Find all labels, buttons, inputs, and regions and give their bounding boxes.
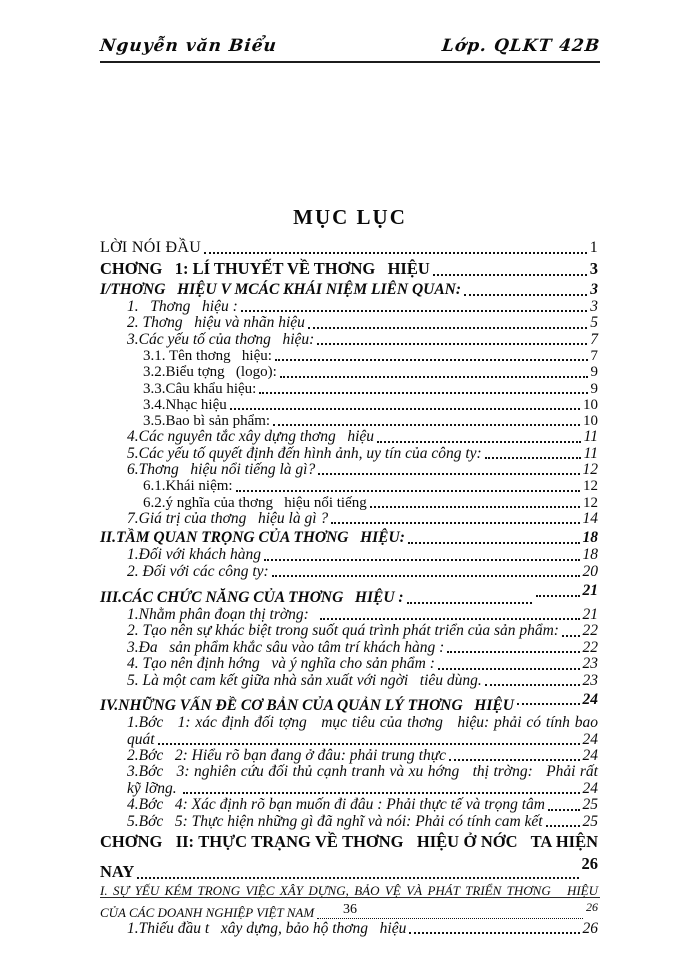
page-number: 21 — [582, 606, 598, 624]
page-number: 18 — [582, 546, 598, 564]
toc-entry — [100, 238, 598, 257]
page-title: MỤC LỤC — [293, 205, 407, 229]
toc-entry-text: 1.Thiếu đầu t xây dựng, bảo hộ thơng hiệu — [127, 919, 407, 937]
toc-entry-text: CHƠNG 1: LÍ THUYẾT VỀ THƠNG HIỆU — [100, 259, 430, 278]
toc-entry-text: 2.Bớc 2: Hiểu rõ bạn đang ở đâu: phải trung thực — [127, 746, 447, 764]
dot-leader — [230, 408, 580, 410]
toc-entry-text: 1.Bớc 1: xác định đối tợng mục tiêu của thơng hiệu: phải có tính bao — [127, 714, 598, 732]
toc-entry — [100, 299, 598, 315]
page-number: 3 — [589, 259, 598, 278]
dot-leader — [273, 424, 580, 426]
toc-entry-text: IV.NHỮNG VẤN ĐỀ CƠ BẢN CỦA QUẢN LÝ THƠNG HIỆU — [100, 697, 514, 715]
toc-entry — [100, 732, 598, 748]
toc — [100, 238, 598, 937]
toc-entry-text: 3.2.Biểu tợng (logo): — [143, 364, 277, 381]
dot-leader — [280, 376, 588, 378]
page-number: 23 — [582, 671, 598, 689]
toc-entry-text: 1.Nhằm phân đoạn thị trờng: — [127, 606, 317, 624]
toc-entry — [100, 511, 598, 527]
toc-entry — [100, 715, 598, 731]
toc-entry — [100, 748, 598, 764]
toc-entry — [100, 691, 598, 715]
dot-leader — [137, 877, 578, 879]
toc-entry — [100, 607, 598, 623]
dot-leader — [275, 359, 588, 361]
toc-entry — [100, 529, 598, 547]
page-number: 12 — [582, 461, 598, 479]
page-header — [100, 36, 600, 63]
toc-entry-text: 4.Bớc 4: Xác định rõ bạn muốn đi đâu : Phải thực tế và trọng tâm — [127, 796, 545, 814]
toc-entry-text: NAY — [100, 861, 135, 881]
toc-entry — [100, 797, 598, 813]
toc-entry — [100, 854, 598, 882]
toc-entry-text: I. SỰ YẾU KÉM TRONG VIỆC XÂY DỰNG, BẢO VỆ VÀ PHÁT TRIỂN THƠNG HIỆU — [100, 882, 598, 898]
toc-entry — [100, 640, 598, 656]
page-number: 9 — [590, 364, 598, 381]
toc-entry-text: 2. Đối với các công ty: — [127, 562, 269, 580]
toc-entry-text: 1.Đối với khách hàng — [127, 546, 261, 564]
dot-leader — [320, 618, 580, 620]
toc-entry-text: 7.Giá trị của thơng hiệu là gì ? — [127, 509, 329, 527]
page-number: 14 — [582, 509, 598, 527]
dot-leader — [259, 392, 587, 394]
dot-leader — [317, 343, 587, 345]
dot-leader — [272, 575, 580, 577]
dot-leader — [517, 703, 580, 705]
dot-leader — [407, 602, 532, 604]
toc-entry — [100, 623, 598, 639]
page-number: 22 — [582, 622, 598, 640]
toc-entry-text: 6.Thơng hiệu nổi tiếng là gì? — [127, 461, 316, 479]
toc-entry-text: 3.Đa sản phẩm khắc sâu vào tâm trí khách hàng : — [127, 638, 445, 656]
header-class: Lớp. QLKT 42B — [440, 36, 602, 56]
toc-entry-text: II.TẦM QUAN TRỌNG CỦA THƠNG HIỆU: — [100, 529, 405, 547]
dot-leader — [485, 684, 580, 686]
page-number: 12 — [583, 478, 598, 495]
toc-entry — [100, 764, 598, 780]
dot-leader — [548, 809, 580, 811]
page-number: 22 — [582, 638, 598, 656]
page-number: 1 — [589, 239, 598, 256]
toc-entry — [100, 781, 598, 797]
dot-leader — [370, 506, 580, 508]
toc-entry-text: LỜI NÓI ĐẦU — [100, 239, 202, 256]
page-number: 26 — [586, 900, 598, 915]
dot-leader — [331, 522, 579, 524]
dot-leader — [447, 651, 579, 653]
toc-entry — [100, 364, 598, 380]
toc-entry-text: 3.5.Bao bì sản phẩm: — [143, 413, 271, 430]
toc-entry — [100, 381, 598, 397]
dot-leader — [546, 825, 580, 827]
dot-leader — [377, 441, 581, 443]
toc-entry — [100, 429, 598, 445]
page-number: 11 — [583, 428, 598, 446]
toc-entry — [100, 348, 598, 364]
toc-entry-text: quát — [127, 730, 155, 748]
toc-entry — [100, 814, 598, 830]
page-number: 11 — [583, 444, 598, 462]
toc-entry — [100, 332, 598, 348]
dot-leader — [183, 792, 579, 794]
dot-leader — [318, 473, 579, 475]
toc-entry-text: 4. Tạo nên định hớng và ý nghĩa cho sản phẩm : — [127, 655, 435, 673]
toc-entry — [100, 413, 598, 429]
dot-leader — [536, 595, 580, 597]
dot-leader — [308, 327, 587, 329]
dot-leader — [449, 759, 579, 761]
page-number: 24 — [582, 779, 598, 797]
dot-leader — [408, 542, 580, 544]
page-number: 7 — [590, 348, 598, 365]
page-number: 10 — [583, 396, 598, 413]
toc-entry-text: 6.2.ý nghĩa của thơng hiệu nổi tiếng — [143, 494, 367, 511]
toc-entry — [100, 281, 598, 299]
toc-entry-text: 3.4.Nhạc hiệu — [143, 396, 227, 413]
page-number: 18 — [582, 529, 598, 547]
page-number: 3 — [590, 298, 598, 315]
dot-leader — [409, 932, 579, 934]
page-number: 25 — [582, 796, 598, 814]
toc-entry-text: CHƠNG II: THỰC TRẠNG VỀ THƠNG HIỆU Ở NỚC TA HIỆN — [100, 831, 598, 851]
toc-entry-text: 5.Các yếu tố quyết định đến hình ảnh, uy tín của công ty: — [127, 444, 482, 462]
toc-entry-text: CỦA CÁC DOANH NGHIỆP VIỆT NAM — [100, 905, 315, 921]
toc-entry — [100, 673, 598, 689]
toc-entry-text: 6.1.Khái niệm: — [143, 478, 233, 495]
page-number: 25 — [582, 812, 598, 830]
toc-entry — [100, 495, 598, 511]
toc-entry — [100, 397, 598, 413]
dot-leader — [204, 252, 587, 254]
toc-entry-text: kỹ lỡng. — [127, 779, 181, 797]
toc-entry — [100, 462, 598, 478]
page-number: 9 — [590, 380, 598, 397]
dot-leader — [485, 457, 581, 459]
toc-entry-text: III.CÁC CHỨC NĂNG CỦA THƠNG HIỆU : — [100, 589, 404, 607]
dot-leader — [464, 294, 587, 296]
page-number: 3 — [590, 281, 598, 298]
toc-entry-text: 3.1. Tên thơng hiệu: — [143, 348, 272, 365]
toc-entry-text: 2. Tạo nên sự khác biệt trong suốt quá trình phát triển của sản phẩm: — [127, 622, 559, 640]
page-number: 10 — [583, 413, 598, 430]
toc-entry-text: 4.Các nguyên tắc xây dựng thơng hiệu — [127, 428, 375, 446]
dot-leader — [433, 274, 587, 276]
toc-entry — [100, 547, 598, 563]
page-number: 26 — [582, 919, 598, 937]
toc-entry-text: 2. Thơng hiệu và nhãn hiệu — [127, 314, 305, 332]
page-number: 24 — [582, 691, 598, 709]
dot-leader — [158, 743, 580, 745]
page-number: 7 — [590, 330, 598, 348]
toc-entry — [100, 582, 598, 607]
page-number: 26 — [581, 853, 598, 873]
dot-leader — [438, 668, 580, 670]
raised-page-wrap — [534, 582, 599, 600]
toc-entry-text: 3.3.Câu khẩu hiệu: — [143, 380, 257, 397]
toc-entry — [100, 656, 598, 672]
toc-entry — [100, 259, 598, 279]
page-number: 12 — [583, 494, 598, 511]
toc-entry — [100, 921, 598, 937]
page-number: 24 — [582, 746, 598, 764]
toc-entry-text: 3.Bớc 3: nghiên cứu đối thủ cạnh tranh và xu hớng thị trờng: Phải rất — [127, 763, 598, 781]
dot-leader — [241, 310, 588, 312]
toc-entry — [100, 832, 598, 852]
toc-entry-text: 5.Bớc 5: Thực hiện những gì đã nghĩ và nói: Phải có tính cam kết — [127, 812, 543, 830]
toc-entry-text: I/THƠNG HIỆU V MCÁC KHÁI NIỆM LIÊN QUAN: — [100, 281, 462, 298]
toc-entry-text: 3.Các yếu tố của thơng hiệu: — [127, 330, 315, 348]
footer-page-number: 36 — [343, 902, 357, 917]
dot-leader — [264, 559, 580, 561]
page-number: 5 — [590, 314, 598, 332]
toc-entry — [100, 564, 598, 580]
toc-entry-text: 5. Là một cam kết giữa nhà sản xuất với ngời tiêu dùng. — [127, 671, 482, 689]
dot-leader — [236, 490, 580, 492]
toc-entry — [100, 446, 598, 462]
toc-entry-text: 1. Thơng hiệu : — [127, 298, 238, 315]
toc-entry — [100, 478, 598, 494]
footer-rule — [100, 897, 600, 898]
toc-entry — [100, 315, 598, 331]
dot-leader — [317, 918, 583, 919]
header-author: Nguyễn văn Biểu — [98, 36, 278, 56]
dot-leader — [562, 635, 580, 637]
page-number: 20 — [582, 562, 598, 580]
page-number: 21 — [582, 582, 598, 600]
page-number: 24 — [582, 730, 598, 748]
page-number: 23 — [582, 655, 598, 673]
